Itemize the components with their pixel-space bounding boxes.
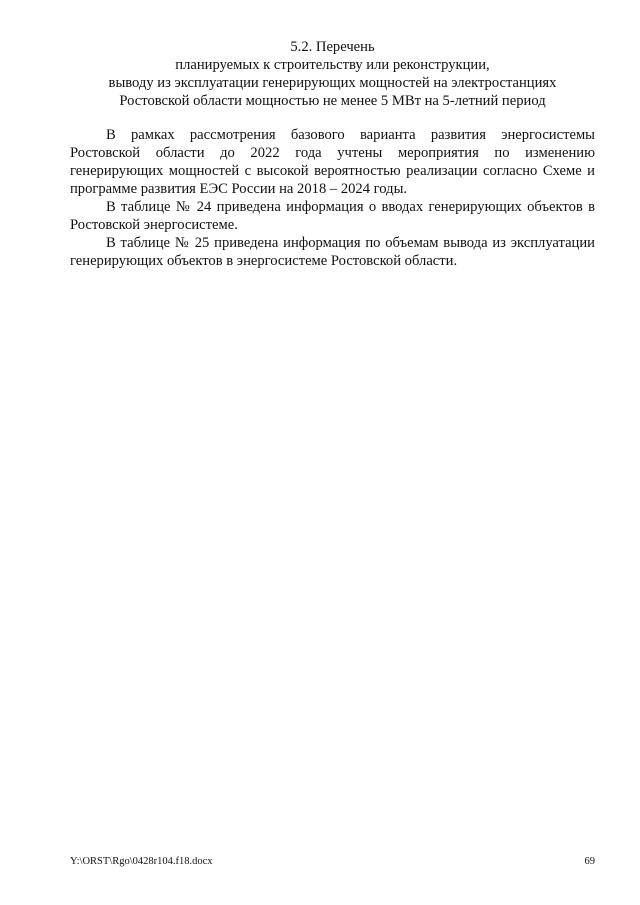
- footer-file-path: Y:\ORST\Rgo\0428r104.f18.docx: [70, 856, 213, 867]
- paragraph-2: В таблице № 24 приведена информация о вводах генерирующих объектов в Ростовской энергосистеме.: [70, 199, 595, 233]
- heading-line-2: планируемых к строительству или реконструкции,: [175, 57, 490, 73]
- paragraph-1: В рамках рассмотрения базового варианта развития энергосистемы Ростовской области до 2022 года учтены мероприятия по изменению генерирующих мощностей с высокой вероятностью реализации согласно Схеме и программе развития ЕЭС России на 2018 – 2024 годы.: [70, 127, 595, 197]
- page-number: 69: [584, 856, 595, 867]
- section-heading: [70, 38, 595, 110]
- paragraph-3: В таблице № 25 приведена информация по объемам вывода из эксплуатации генерирующих объектов в энергосистеме Ростовской области.: [70, 235, 595, 269]
- heading-line-3: выводу из эксплуатации генерирующих мощностей на электростанциях: [108, 75, 557, 91]
- heading-line-4: Ростовской области мощностью не менее 5 МВт на 5-летний период: [119, 93, 546, 109]
- body-text: [70, 126, 595, 270]
- heading-line-1: 5.2. Перечень: [290, 39, 375, 55]
